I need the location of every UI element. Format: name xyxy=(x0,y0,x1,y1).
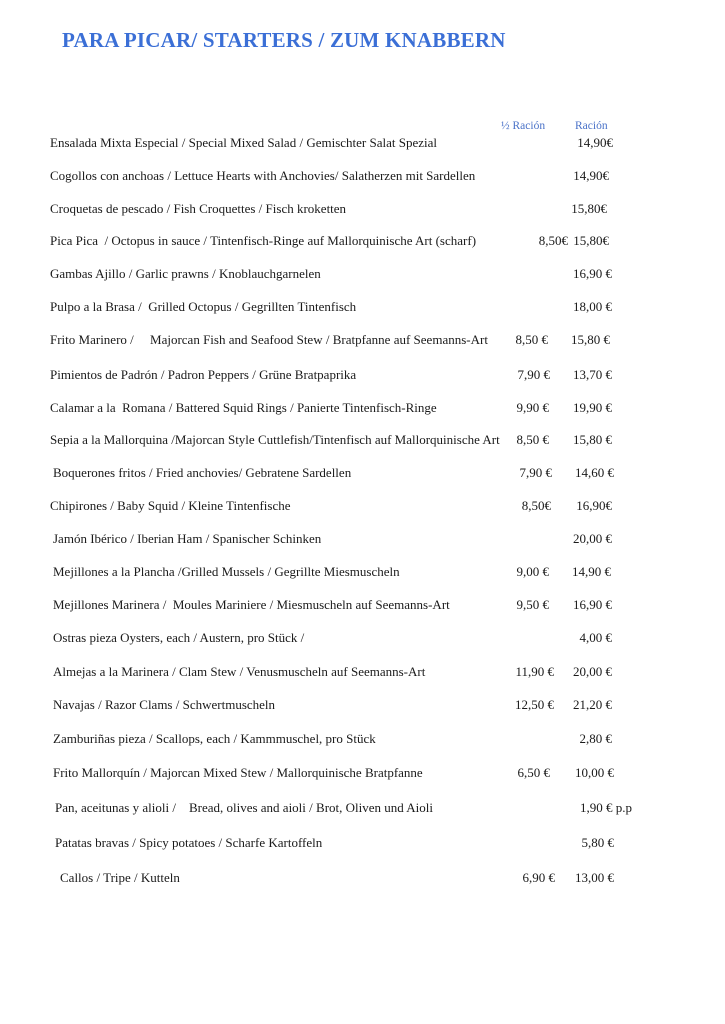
menu-item xyxy=(0,367,725,387)
menu-item-name: Ostras pieza Oysters, each / Austern, pro Stück / xyxy=(53,630,305,645)
menu-item-full-price: 2,80 € xyxy=(579,731,612,746)
menu-item-full-price: 14,60 € xyxy=(575,465,614,480)
menu-item-full-price: 18,00 € xyxy=(573,299,612,314)
menu-item-name: Pica Pica / Octopus in sauce / Tintenfisch-Ringe auf Mallorquinische Art (scharf) xyxy=(50,233,477,248)
menu-item-half-price: 8,50 € xyxy=(516,432,549,447)
menu-item-name: Ensalada Mixta Especial / Special Mixed Salad / Gemischter Salat Spezial xyxy=(50,135,437,150)
menu-item-full-price: 19,90 € xyxy=(573,400,612,415)
menu-item-half-price: 6,50 € xyxy=(517,765,550,780)
menu-item-full-price: 4,00 € xyxy=(579,630,612,645)
menu-item-half-price: 7,90 € xyxy=(519,465,552,480)
menu-item-name: Cogollos con anchoas / Lettuce Hearts with Anchovies/ Salatherzen mit Sardellen xyxy=(50,168,476,183)
menu-item-full-price: 13,70 € xyxy=(573,367,612,382)
menu-item-full-price: 1,90 € p.p xyxy=(580,800,632,815)
page-title: PARA PICAR/ STARTERS / ZUM KNABBERN xyxy=(62,28,506,52)
menu-item-full-price: 5,80 € xyxy=(581,835,614,850)
menu-item xyxy=(0,201,725,221)
menu-item-half-price: 8,50€ xyxy=(538,233,568,248)
menu-item-full-price: 21,20 € xyxy=(573,697,612,712)
menu-item-name: Calamar a la Romana / Battered Squid Rings / Panierte Tintenfisch-Ringe xyxy=(50,400,437,415)
menu-item-full-price: 14,90 € xyxy=(572,564,611,579)
menu-item-half-price: 9,90 € xyxy=(516,400,549,415)
menu-item-name: Pimientos de Padrón / Padron Peppers / Grüne Bratpaprika xyxy=(50,367,357,382)
menu-item xyxy=(0,800,725,820)
menu-item xyxy=(0,400,725,420)
menu-item-full-price: 15,80€ xyxy=(573,233,609,248)
menu-item-full-price: 10,00 € xyxy=(575,765,614,780)
menu-item-half-price: 12,50 € xyxy=(515,697,554,712)
menu-item xyxy=(0,299,725,319)
menu-item xyxy=(0,332,725,352)
menu-item-name: Chipirones / Baby Squid / Kleine Tintenfische xyxy=(50,498,291,513)
menu-item-full-price: 15,80€ xyxy=(571,201,607,216)
menu-item-full-price: 14,90€ xyxy=(573,168,609,183)
menu-item xyxy=(0,135,725,155)
menu-item-name: Almejas a la Marinera / Clam Stew / Venusmuscheln auf Seemanns-Art xyxy=(53,664,426,679)
menu-item-full-price: 20,00 € xyxy=(573,531,612,546)
menu-item xyxy=(0,432,725,452)
menu-item-name: Patatas bravas / Spicy potatoes / Scharfe Kartoffeln xyxy=(55,835,323,850)
menu-item xyxy=(0,664,725,684)
menu-item-name: Jamón Ibérico / Iberian Ham / Spanischer Schinken xyxy=(53,531,322,546)
menu-item xyxy=(0,765,725,785)
menu-item-half-price: 8,50€ xyxy=(521,498,551,513)
menu-item-name: Pan, aceitunas y alioli / Bread, olives and aioli / Brot, Oliven und Aioli xyxy=(55,800,434,815)
menu-item xyxy=(0,564,725,584)
menu-item xyxy=(0,498,725,518)
menu-item-name: Sepia a la Mallorquina /Majorcan Style Cuttlefish/Tintenfisch auf Mallorquinische Art xyxy=(50,432,500,447)
menu-item-full-price: 14,90€ xyxy=(577,135,613,150)
menu-item xyxy=(0,630,725,650)
menu-item-full-price: 16,90 € xyxy=(573,266,612,281)
menu-item-name: Callos / Tripe / Kutteln xyxy=(60,870,180,885)
menu-item xyxy=(0,531,725,551)
half-portion-header: ½ Ración xyxy=(501,120,546,132)
menu-item-full-price: 16,90€ xyxy=(576,498,612,513)
menu-item xyxy=(0,697,725,717)
menu-item-half-price: 9,00 € xyxy=(516,564,549,579)
menu-item xyxy=(0,835,725,855)
menu-item-name: Mejillones a la Plancha /Grilled Mussels / Gegrillte Miesmuscheln xyxy=(53,564,400,579)
menu-item xyxy=(0,233,725,253)
menu-item-name: Zamburiñas pieza / Scallops, each / Kammmuschel, pro Stück xyxy=(53,731,376,746)
menu-item-half-price: 8,50 € xyxy=(515,332,548,347)
menu-item-name: Navajas / Razor Clams / Schwertmuscheln xyxy=(53,697,276,712)
menu-item-full-price: 15,80 € xyxy=(573,432,612,447)
menu-item-name: Frito Marinero / Majorcan Fish and Seafood Stew / Bratpfanne auf Seemanns-Art xyxy=(50,332,488,347)
menu-item xyxy=(0,870,725,890)
menu-item-half-price: 9,50 € xyxy=(516,597,549,612)
full-portion-header: Ración xyxy=(575,120,608,132)
menu-item-name: Mejillones Marinera / Moules Mariniere / Miesmuscheln auf Seemanns-Art xyxy=(53,597,450,612)
menu-item-name: Boquerones fritos / Fried anchovies/ Gebratene Sardellen xyxy=(53,465,352,480)
menu-item-name: Croquetas de pescado / Fish Croquettes / Fisch kroketten xyxy=(50,201,347,216)
menu-item-name: Pulpo a la Brasa / Grilled Octopus / Gegrillten Tintenfisch xyxy=(50,299,357,314)
menu-item xyxy=(0,597,725,617)
menu-item-half-price: 11,90 € xyxy=(515,664,554,679)
menu-item-half-price: 7,90 € xyxy=(517,367,550,382)
menu-item xyxy=(0,266,725,286)
menu-item-full-price: 15,80 € xyxy=(571,332,610,347)
menu-item-name: Gambas Ajillo / Garlic prawns / Knoblauchgarnelen xyxy=(50,266,321,281)
menu-item-full-price: 20,00 € xyxy=(573,664,612,679)
menu-item xyxy=(0,465,725,485)
menu-item-full-price: 13,00 € xyxy=(575,870,614,885)
menu-item-half-price: 6,90 € xyxy=(522,870,555,885)
menu-item xyxy=(0,168,725,188)
menu-item xyxy=(0,731,725,751)
menu-item-full-price: 16,90 € xyxy=(573,597,612,612)
menu-item-name: Frito Mallorquín / Majorcan Mixed Stew / Mallorquinische Bratpfanne xyxy=(53,765,423,780)
